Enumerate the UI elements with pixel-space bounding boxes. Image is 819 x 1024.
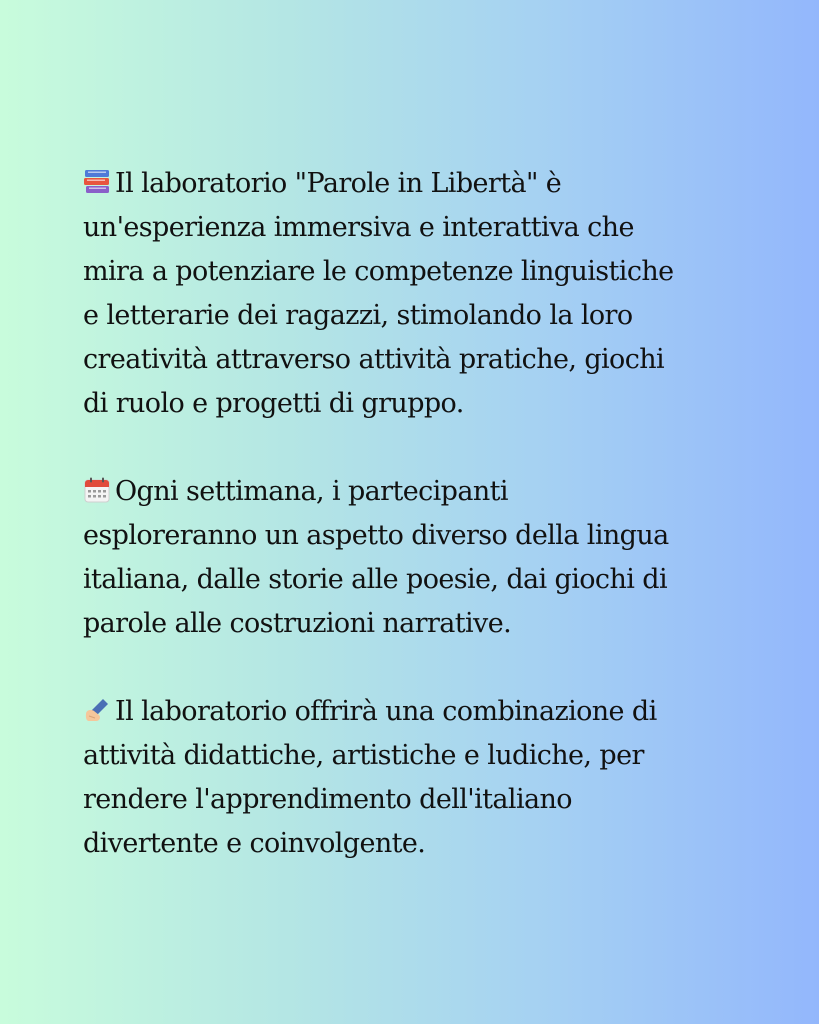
post-text — [83, 162, 743, 910]
writing-hand-icon — [83, 696, 111, 724]
text-line — [83, 162, 743, 206]
text-line: attività didattiche, artistiche e ludiche, per — [83, 740, 644, 771]
text-line: rendere l'apprendimento dell'italiano — [83, 784, 572, 815]
text-line: creatività attraverso attività pratiche, giochi — [83, 344, 665, 375]
text-line: di ruolo e progetti di gruppo. — [83, 388, 464, 419]
text-line-content: Il laboratorio offrirà una combinazione di — [115, 696, 657, 727]
text-line — [83, 690, 743, 734]
text-line: mira a potenziare le competenze linguistiche — [83, 256, 674, 287]
paragraph-weekly-schedule — [83, 470, 743, 646]
text-line-content: Ogni settimana, i partecipanti — [115, 476, 508, 507]
text-line: divertente e coinvolgente. — [83, 828, 426, 859]
text-line: parole alle costruzioni narrative. — [83, 608, 512, 639]
books-icon — [83, 168, 111, 196]
text-line: e letterarie dei ragazzi, stimolando la loro — [83, 300, 633, 331]
text-line: italiana, dalle storie alle poesie, dai giochi di — [83, 564, 667, 595]
text-line — [83, 470, 743, 514]
calendar-icon — [83, 476, 111, 504]
text-line: esploreranno un aspetto diverso della lingua — [83, 520, 669, 551]
text-line: un'esperienza immersiva e interattiva che — [83, 212, 634, 243]
paragraph-activities — [83, 690, 743, 866]
paragraph-workshop-intro — [83, 162, 743, 426]
text-line-content: Il laboratorio "Parole in Libertà" è — [115, 168, 562, 199]
